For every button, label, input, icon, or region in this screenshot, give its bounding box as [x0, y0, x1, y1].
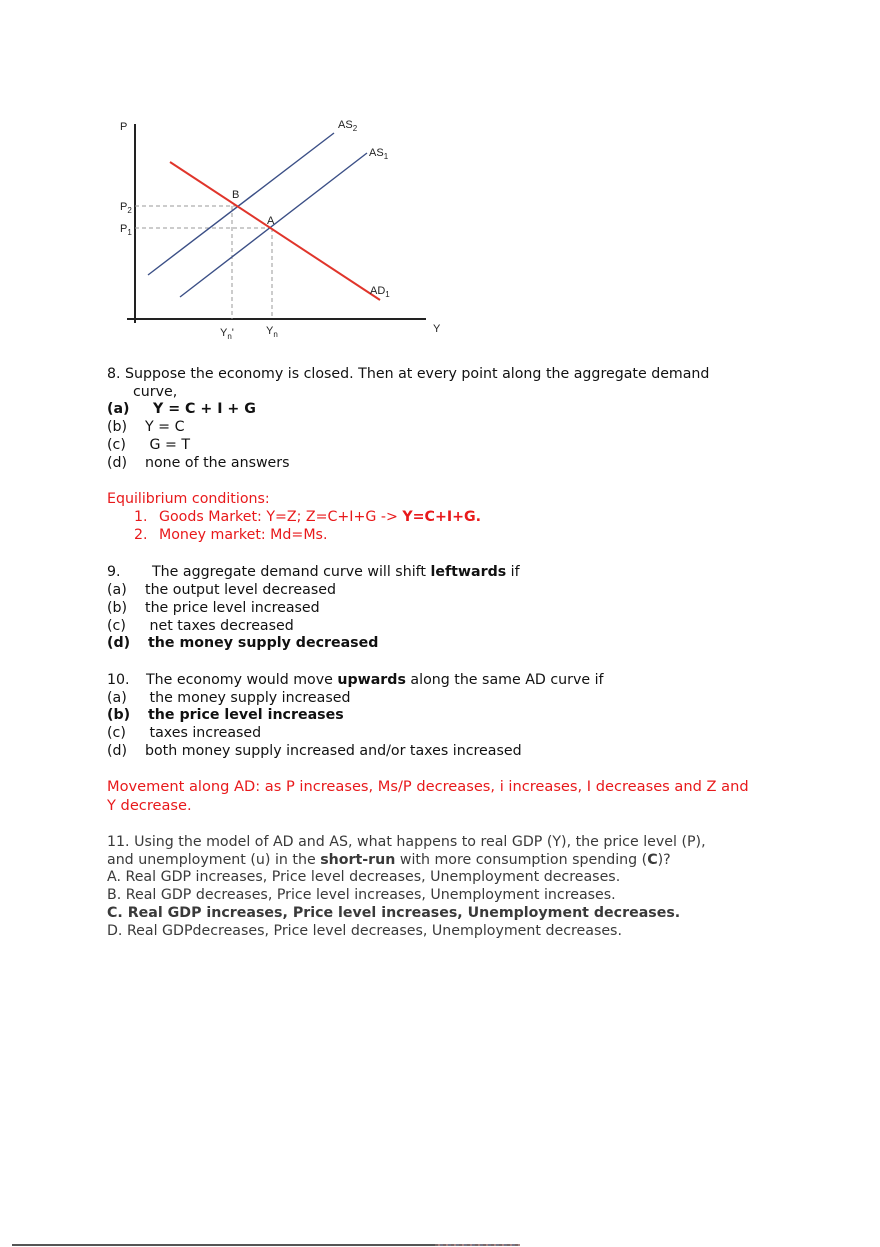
- q8-option-d: (d) none of the answers: [107, 455, 290, 471]
- q9-option-c: (c) net taxes decreased: [107, 618, 294, 634]
- q10-option-d: (d) both money supply increased and/or taxes increased: [107, 743, 522, 759]
- q10-option-a: (a) the money supply increased: [107, 690, 351, 706]
- q9-option-a: (a) the output level decreased: [107, 582, 336, 598]
- q11-option-a: A. Real GDP increases, Price level decreases, Unemployment decreases.: [107, 869, 621, 885]
- as1-label: $AS_1$: [369, 147, 389, 161]
- movement-note-line2: Y decrease.: [107, 797, 192, 814]
- output-axis-label: Y: [433, 323, 441, 335]
- q9-option-b: (b) the price level increased: [107, 600, 320, 616]
- as2-curve: [148, 133, 334, 275]
- point-a-label: A: [267, 215, 275, 227]
- price-axis-label: P: [120, 121, 128, 133]
- p2-label: $P_2$: [120, 201, 132, 215]
- as2-label: $AS_2$: [338, 119, 358, 133]
- footer-rule-tail: [435, 1244, 520, 1246]
- q8-option-a: (a) Y = C + I + G: [107, 401, 256, 417]
- q8-stem-line2: curve,: [133, 384, 178, 400]
- q9-stem: 9. The aggregate demand curve will shift leftwards if: [107, 564, 520, 580]
- yn-label: $Y_n$: [266, 325, 278, 339]
- q11-stem-line1: 11. Using the model of AD and AS, what happens to real GDP (Y), the price level (P),: [107, 834, 706, 850]
- q8-option-b: (b) Y = C: [107, 419, 185, 435]
- q10-option-b: (b) the price level increases: [107, 707, 344, 723]
- q8-option-c: (c) G = T: [107, 437, 191, 453]
- ad1-label: $AD_1$: [370, 285, 390, 299]
- q11-stem-line2: and unemployment (u) in the short-run with more consumption spending (C)?: [107, 852, 671, 868]
- ad1-curve: [170, 162, 380, 300]
- equilibrium-title: Equilibrium conditions:: [107, 491, 270, 507]
- ad-as-diagram: [100, 110, 460, 350]
- equilibrium-item-2: 2. Money market: Md=Ms.: [134, 527, 328, 543]
- equilibrium-item-1: 1. Goods Market: Y=Z; Z=C+I+G -> Y=C+I+G.: [134, 509, 482, 525]
- ad-as-chart: [100, 110, 460, 350]
- yn-prime-label: $Y_n'$: [220, 327, 234, 341]
- q11-option-c: C. Real GDP increases, Price level increases, Unemployment decreases.: [107, 905, 681, 921]
- q10-stem: 10. The economy would move upwards along the same AD curve if: [107, 672, 604, 688]
- q10-option-c: (c) taxes increased: [107, 725, 262, 741]
- movement-note-line1: Movement along AD: as P increases, Ms/P decreases, i increases, I decreases and Z and: [107, 778, 749, 795]
- point-b-label: B: [232, 189, 240, 201]
- p1-label: $P_1$: [120, 223, 132, 237]
- q11-option-b: B. Real GDP decreases, Price level increases, Unemployment increases.: [107, 887, 616, 903]
- q9-option-d: (d) the money supply decreased: [107, 635, 379, 651]
- q11-option-d: D. Real GDPdecreases, Price level decreases, Unemployment decreases.: [107, 923, 622, 939]
- q8-stem-line1: 8. Suppose the economy is closed. Then at every point along the aggregate demand: [107, 366, 710, 382]
